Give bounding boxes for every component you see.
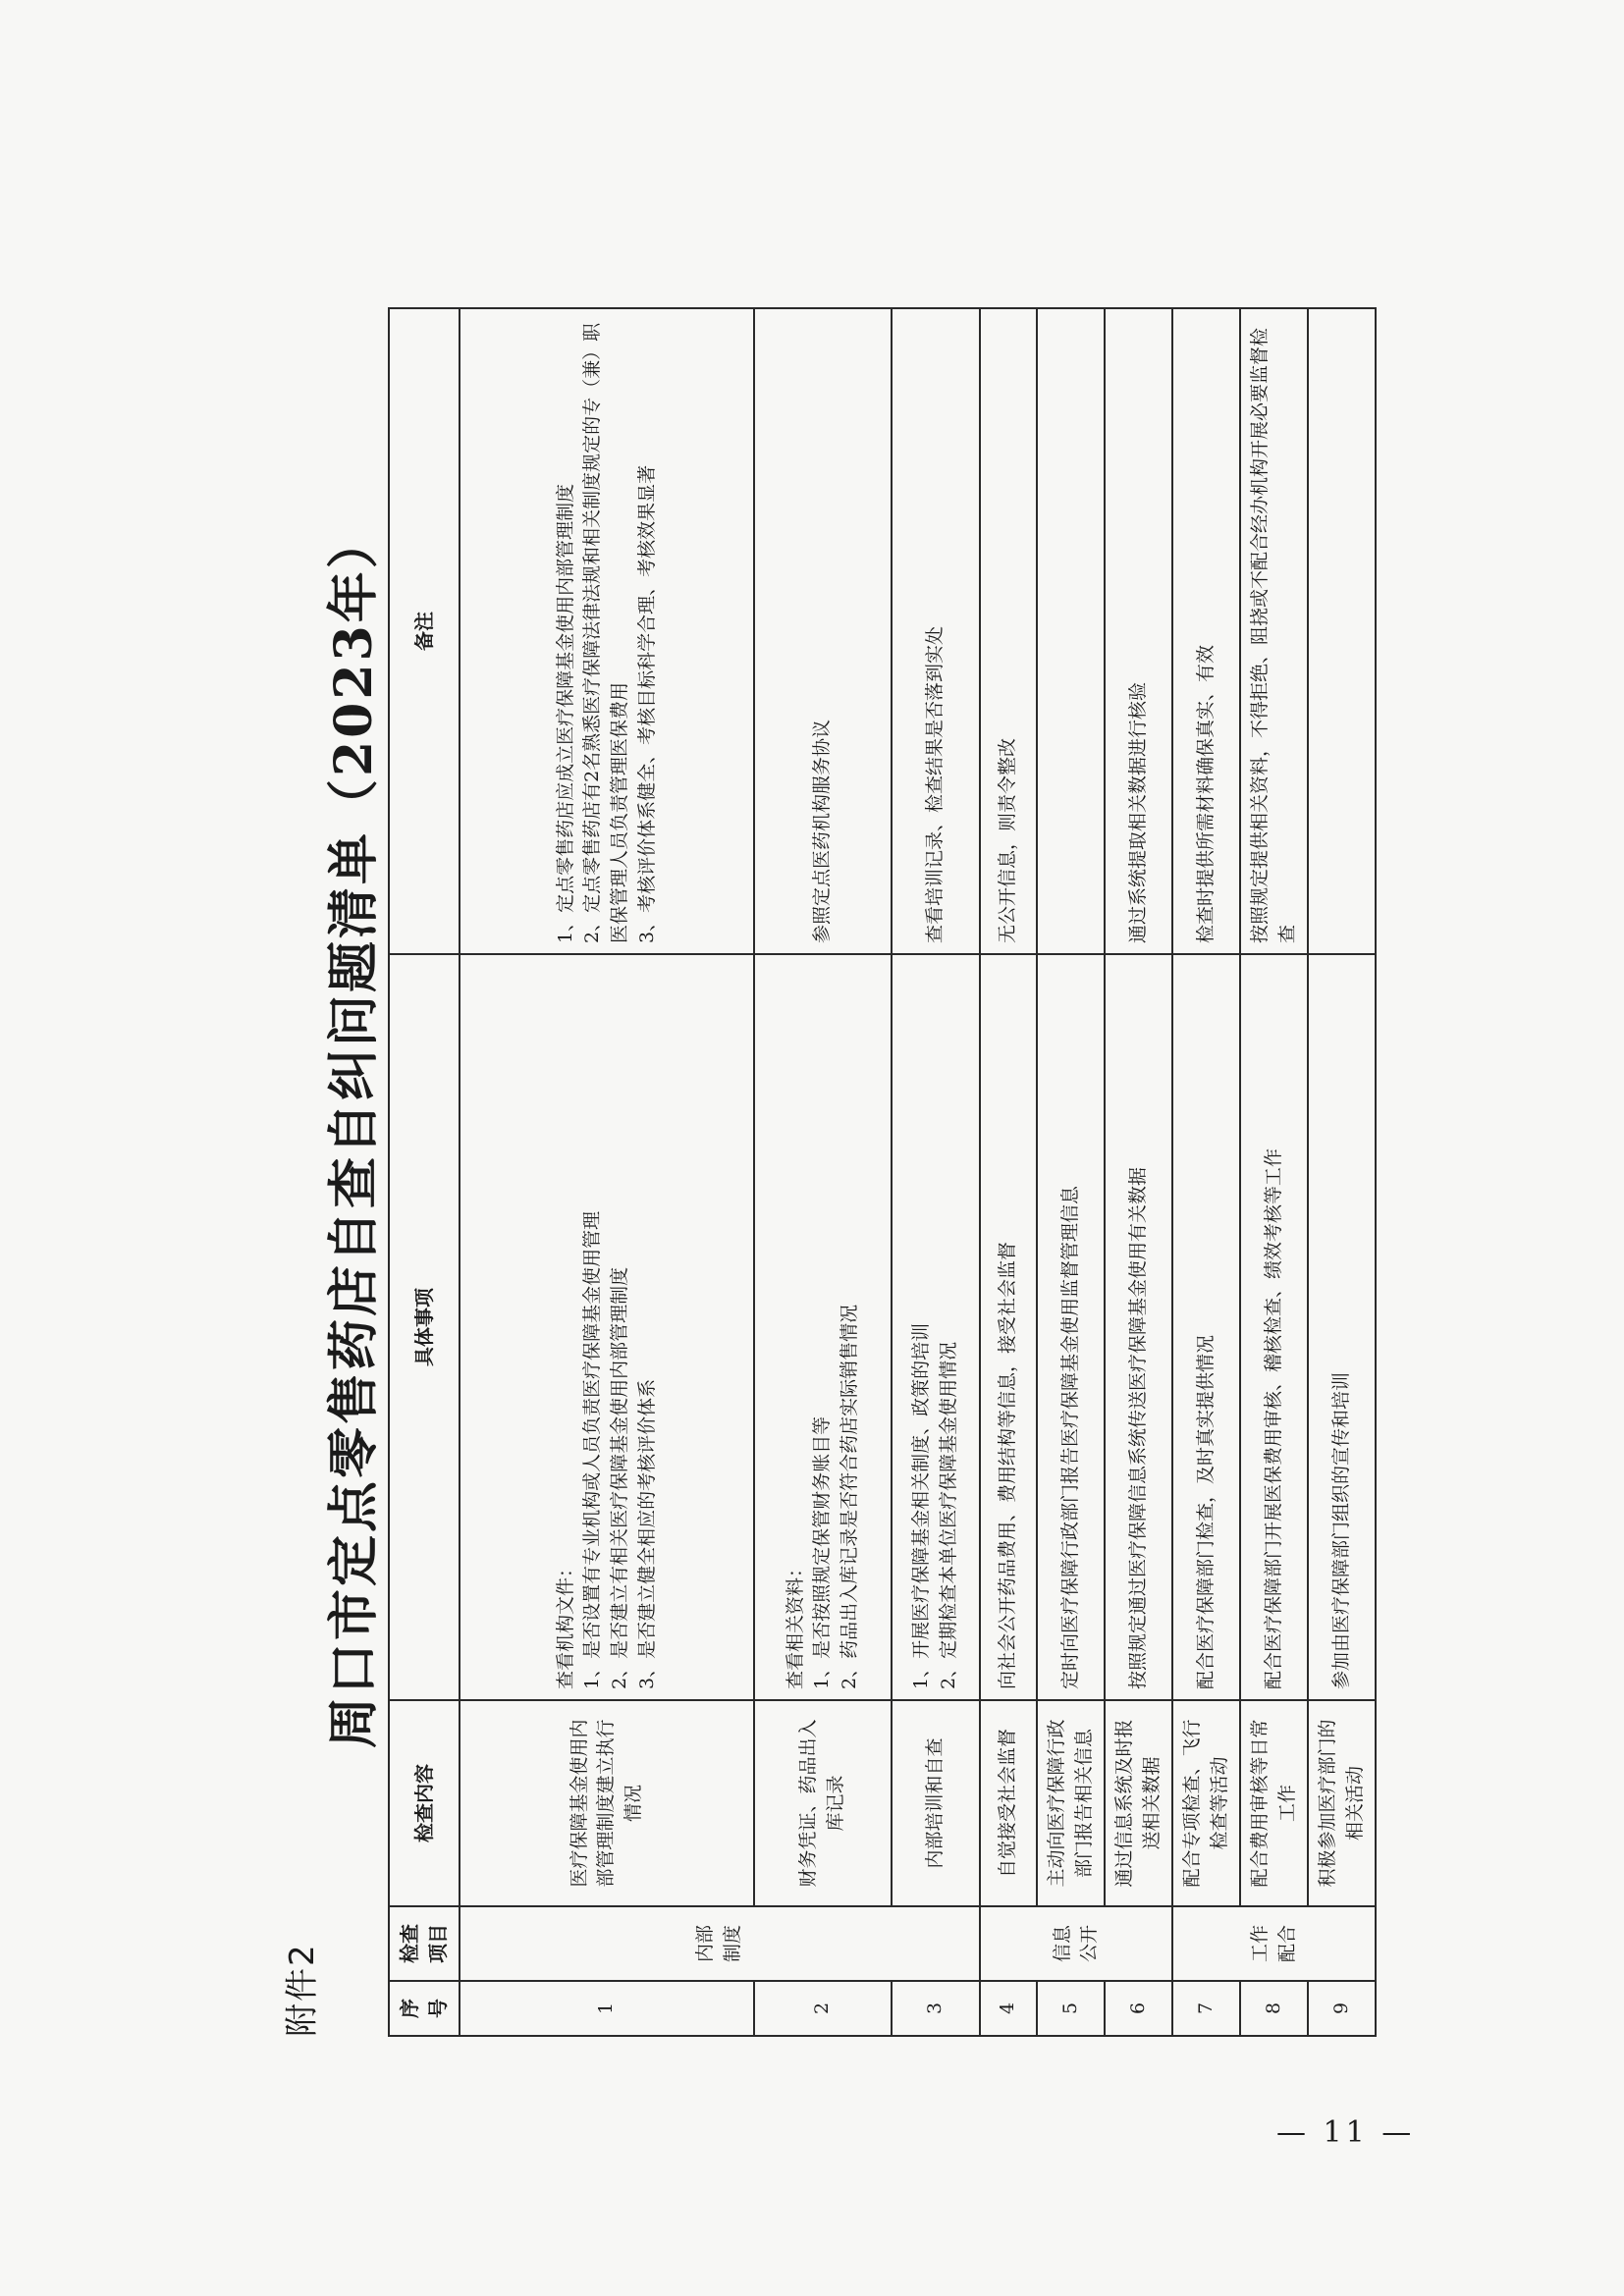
row-no: 8 xyxy=(1240,1981,1308,2036)
row-content: 通过信息系统及时报送相关数据 xyxy=(1105,1700,1172,1906)
table-row xyxy=(892,308,980,2036)
checklist-table xyxy=(388,307,1377,2037)
row-detail: 向社会公开药品费用、费用结构等信息，接受社会监督 xyxy=(980,954,1037,1700)
group-work: 工作配合 xyxy=(1172,1906,1376,1981)
row-no: 5 xyxy=(1037,1981,1105,2036)
header-item: 检查项目 xyxy=(389,1906,460,1981)
row-detail: 查看机构文件： 1、是否设置有专业机构或人员负责医疗保障基金使用管理 2、是否建立有相关医疗保障基金使用内部管理制度 3、是否建立健全相应的考核评价体系 xyxy=(460,954,754,1700)
row-content: 主动向医疗保障行政部门报告相关信息 xyxy=(1037,1700,1105,1906)
row-content: 内部培训和自查 xyxy=(892,1700,980,1906)
row-note: 检查时提供所需材料确保真实、有效 xyxy=(1172,308,1240,954)
group-internal: 内部制度 xyxy=(460,1906,980,1981)
row-detail: 参加由医疗保障部门组织的宣传和培训 xyxy=(1308,954,1376,1700)
row-no: 3 xyxy=(892,1981,980,2036)
row-note: 查看培训记录、检查结果是否落到实处 xyxy=(892,308,980,954)
header-note: 备注 xyxy=(389,308,460,954)
row-note: 按照规定提供相关资料，不得拒绝、阻挠或不配合经办机构开展必要监督检查 xyxy=(1240,308,1308,954)
table-row xyxy=(1172,308,1240,2036)
row-note: 1、定点零售药店应成立医疗保障基金使用内部管理制度 2、定点零售药店有2名熟悉医疗保障法律法规和相关制度规定的专（兼）职医保管理人员负责管理医保费用 3、考核评价体系健全、考核目标科学合理、考核效果显著 xyxy=(460,308,754,954)
row-content: 自觉接受社会监督 xyxy=(980,1700,1037,1906)
table-row xyxy=(980,308,1037,2036)
row-no: 9 xyxy=(1308,1981,1376,2036)
header-no: 序号 xyxy=(389,1981,460,2036)
row-no: 6 xyxy=(1105,1981,1172,2036)
row-no: 2 xyxy=(754,1981,892,2036)
row-note xyxy=(1308,308,1376,954)
checklist-table-container xyxy=(388,309,1366,2037)
table-row xyxy=(460,308,754,2036)
row-detail: 配合医疗保障部门检查，及时真实提供情况 xyxy=(1172,954,1240,1700)
row-detail: 1、开展医疗保障基金相关制度、政策的培训 2、定期检查本单位医疗保障基金使用情况 xyxy=(892,954,980,1700)
row-note: 无公开信息，则责令整改 xyxy=(980,308,1037,954)
row-no: 1 xyxy=(460,1981,754,2036)
row-detail: 配合医疗保障部门开展医保费用审核、稽核检查、绩效考核等工作 xyxy=(1240,954,1308,1700)
table-row xyxy=(1240,308,1308,2036)
row-content: 配合费用审核等日常工作 xyxy=(1240,1700,1308,1906)
row-note: 参照定点医药机构服务协议 xyxy=(754,308,892,954)
row-content: 配合专项检查、飞行检查等活动 xyxy=(1172,1700,1240,1906)
table-header-row xyxy=(389,308,460,2036)
header-content: 检查内容 xyxy=(389,1700,460,1906)
header-detail: 具体事项 xyxy=(389,954,460,1700)
row-detail: 按照规定通过医疗保障信息系统传送医疗保障基金使用有关数据 xyxy=(1105,954,1172,1700)
row-content: 积极参加医疗部门的相关活动 xyxy=(1308,1700,1376,1906)
table-row xyxy=(1308,308,1376,2036)
table-row xyxy=(1105,308,1172,2036)
row-content: 财务凭证、药品出入库记录 xyxy=(754,1700,892,1906)
group-public: 信息公开 xyxy=(980,1906,1172,1981)
table-row xyxy=(754,308,892,2036)
table-row xyxy=(1037,308,1105,2036)
row-no: 7 xyxy=(1172,1981,1240,2036)
annex-label: 附件2 xyxy=(283,1943,322,2037)
row-content: 医疗保障基金使用内部管理制度建立执行情况 xyxy=(460,1700,754,1906)
row-no: 4 xyxy=(980,1981,1037,2036)
page-title: 周口市定点零售药店自查自纠问题清单（2023年） xyxy=(324,514,384,1748)
row-note xyxy=(1037,308,1105,954)
page-number: — 11 — xyxy=(1276,2115,1416,2150)
row-detail: 定时向医疗保障行政部门报告医疗保障基金使用监督管理信息 xyxy=(1037,954,1105,1700)
row-note: 通过系统提取相关数据进行核验 xyxy=(1105,308,1172,954)
row-detail: 查看相关资料： 1、是否按照规定保管财务账目等 2、药品出入库记录是否符合药店实际销售情况 xyxy=(754,954,892,1700)
